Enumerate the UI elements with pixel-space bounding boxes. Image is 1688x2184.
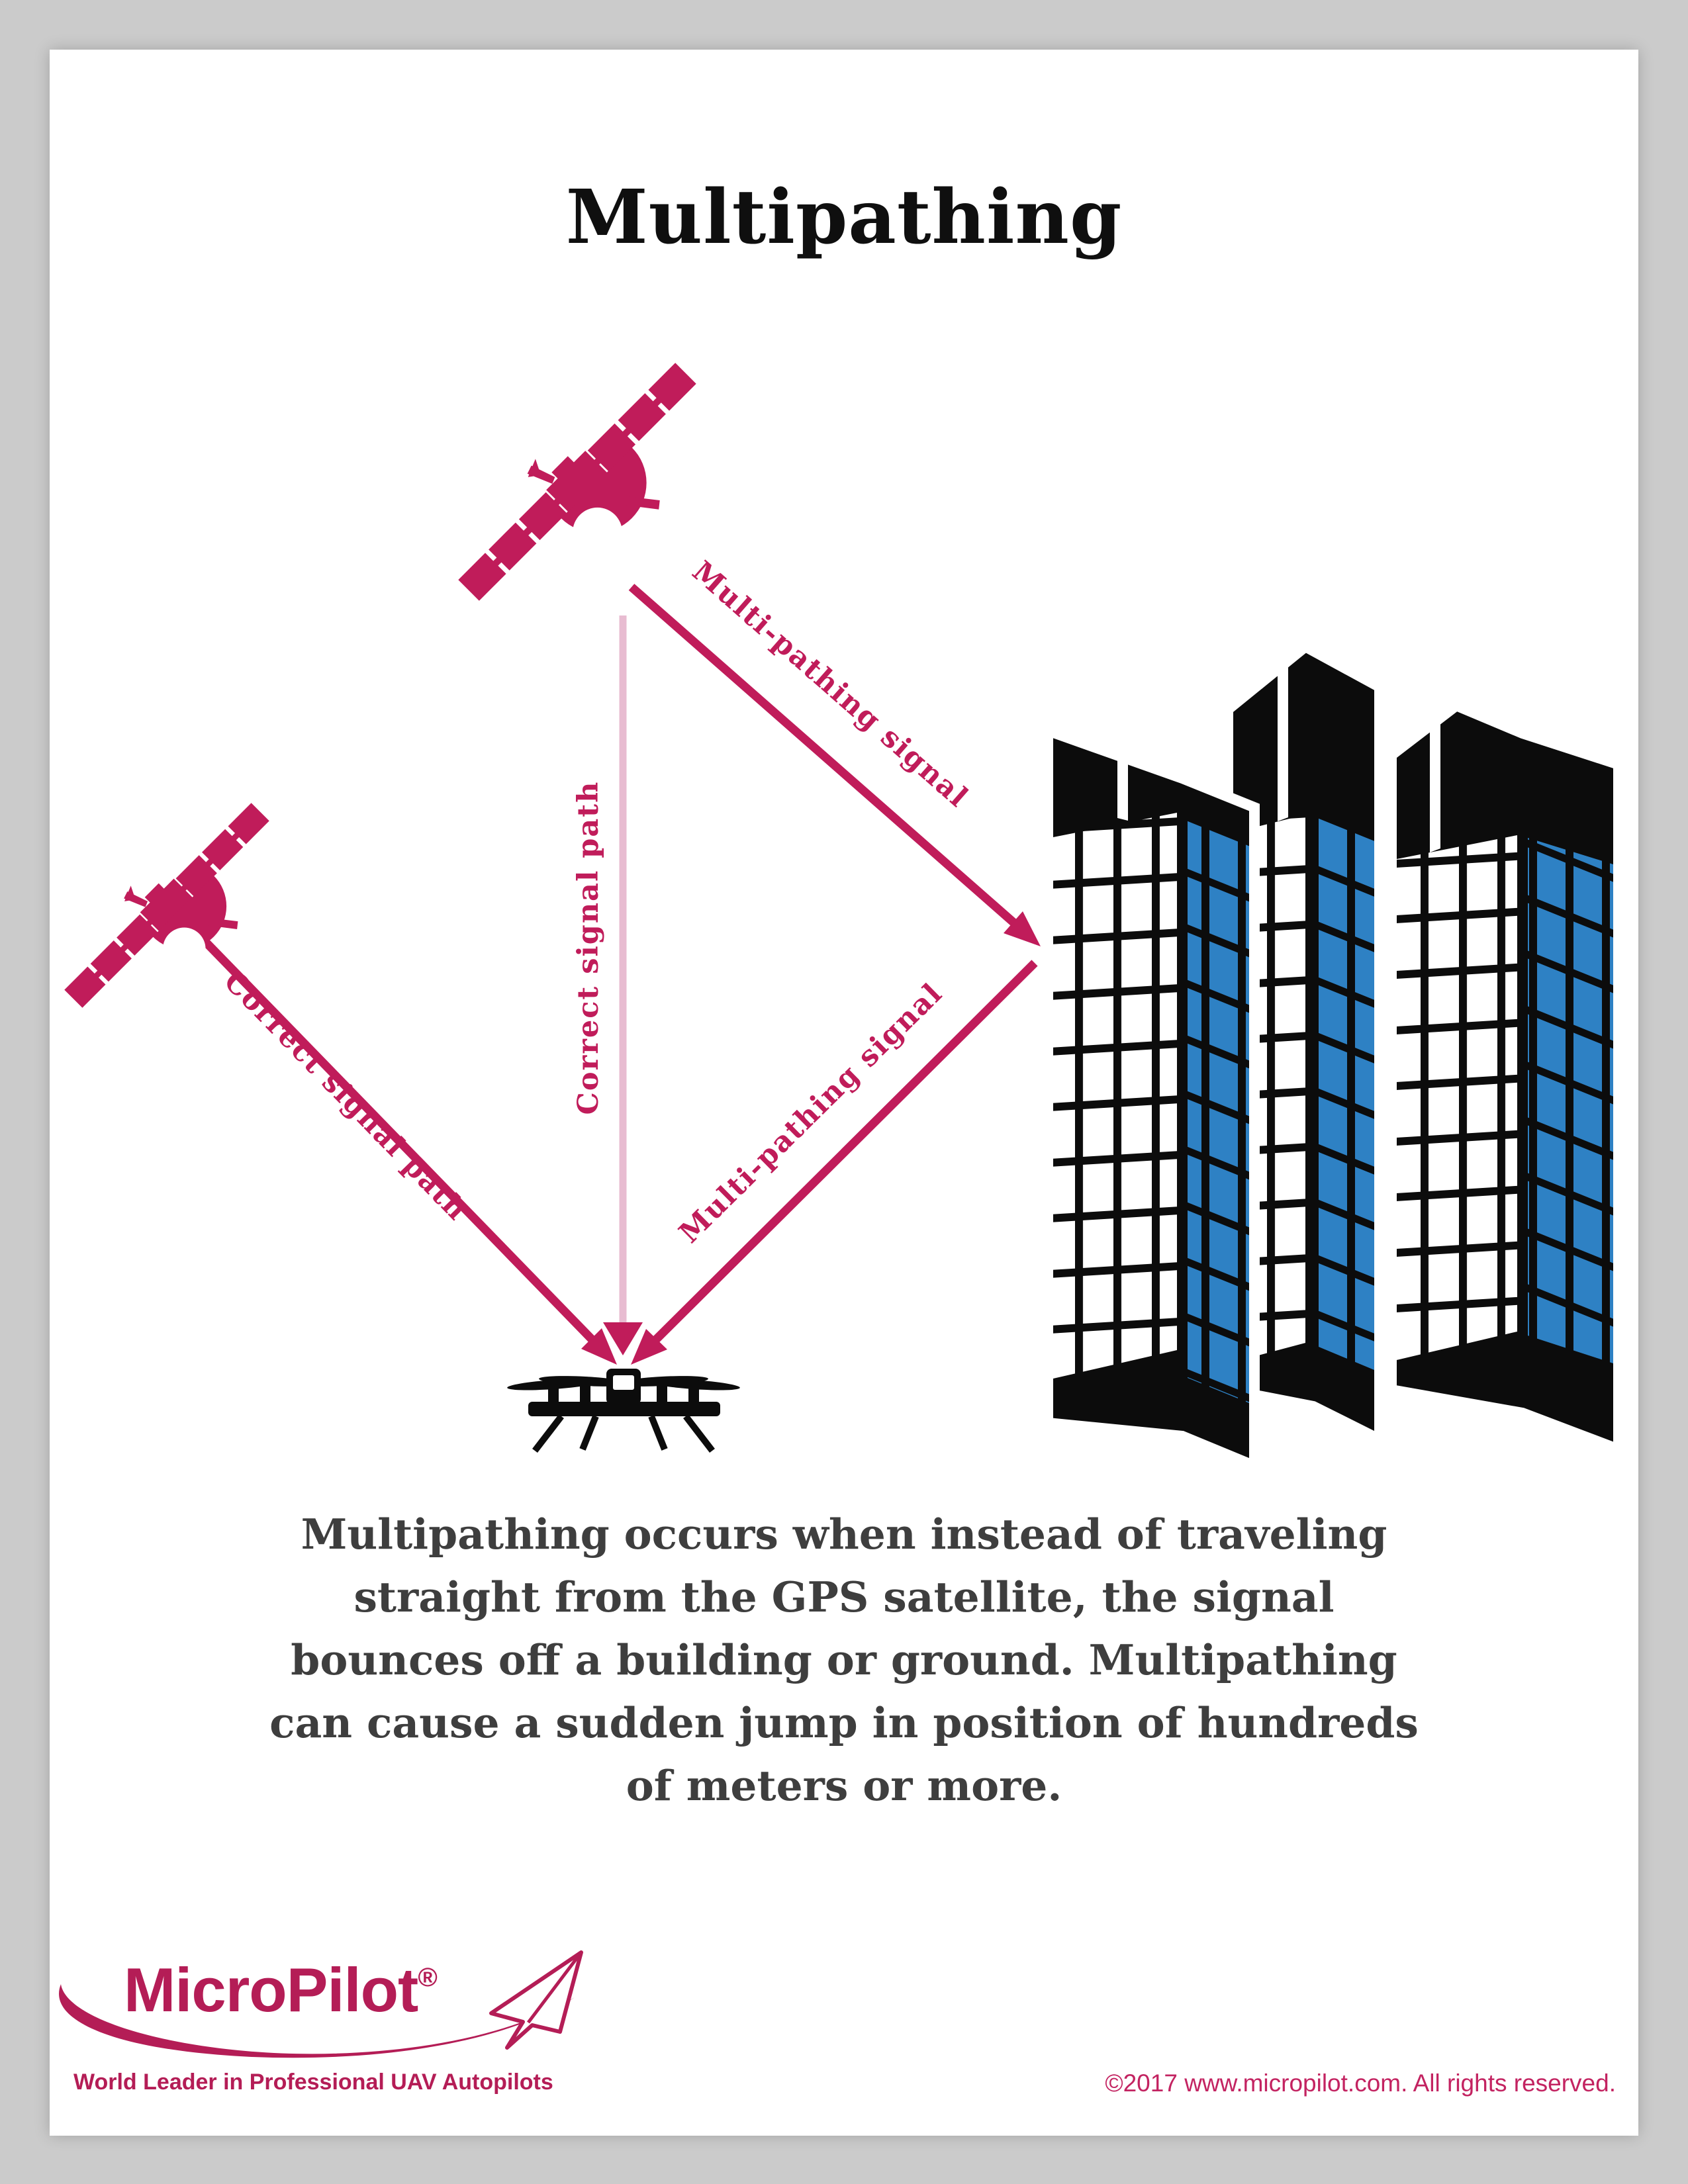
body-line: can cause a sudden jump in position of hundreds [269,1698,1419,1747]
satellite-icon-top [436,341,740,645]
drone-icon [507,1369,741,1451]
label-correct-path-diagonal: Correct signal path [217,964,474,1228]
body-line: straight from the GPS satellite, the signal [353,1572,1335,1621]
registered-trademark-symbol: ® [418,1963,438,1992]
logo-wordmark: MicroPilot [124,1955,418,2025]
body-line: of meters or more. [626,1761,1062,1810]
multipath-line-lower [652,963,1035,1343]
signal-lines [191,587,1041,1365]
body-line: bounces off a building or ground. Multipathing [291,1635,1397,1684]
label-multipath-lower: Multi-pathing signal [673,976,949,1250]
micropilot-logo [124,1954,438,2026]
building-left [1048,731,1254,1466]
body-line: Multipathing occurs when instead of traveling [301,1510,1387,1559]
page-title: Multipathing [565,174,1123,261]
footer-tagline: World Leader in Professional UAV Autopilots [73,2070,553,2095]
logo-plane-icon [491,1952,581,2048]
page [50,50,1638,2136]
label-multipath-upper: Multi-pathing signal [686,555,975,815]
diagram-canvas [50,50,1638,2136]
footer-copyright: ©2017 www.micropilot.com. All rights reserved. [1105,2070,1616,2097]
label-correct-path-vertical: Correct signal path [572,780,605,1115]
multipath-line-upper [632,587,1023,931]
building-right [1391,705,1618,1449]
body-paragraph [50,1503,1638,1817]
buildings-icon [1048,647,1618,1466]
